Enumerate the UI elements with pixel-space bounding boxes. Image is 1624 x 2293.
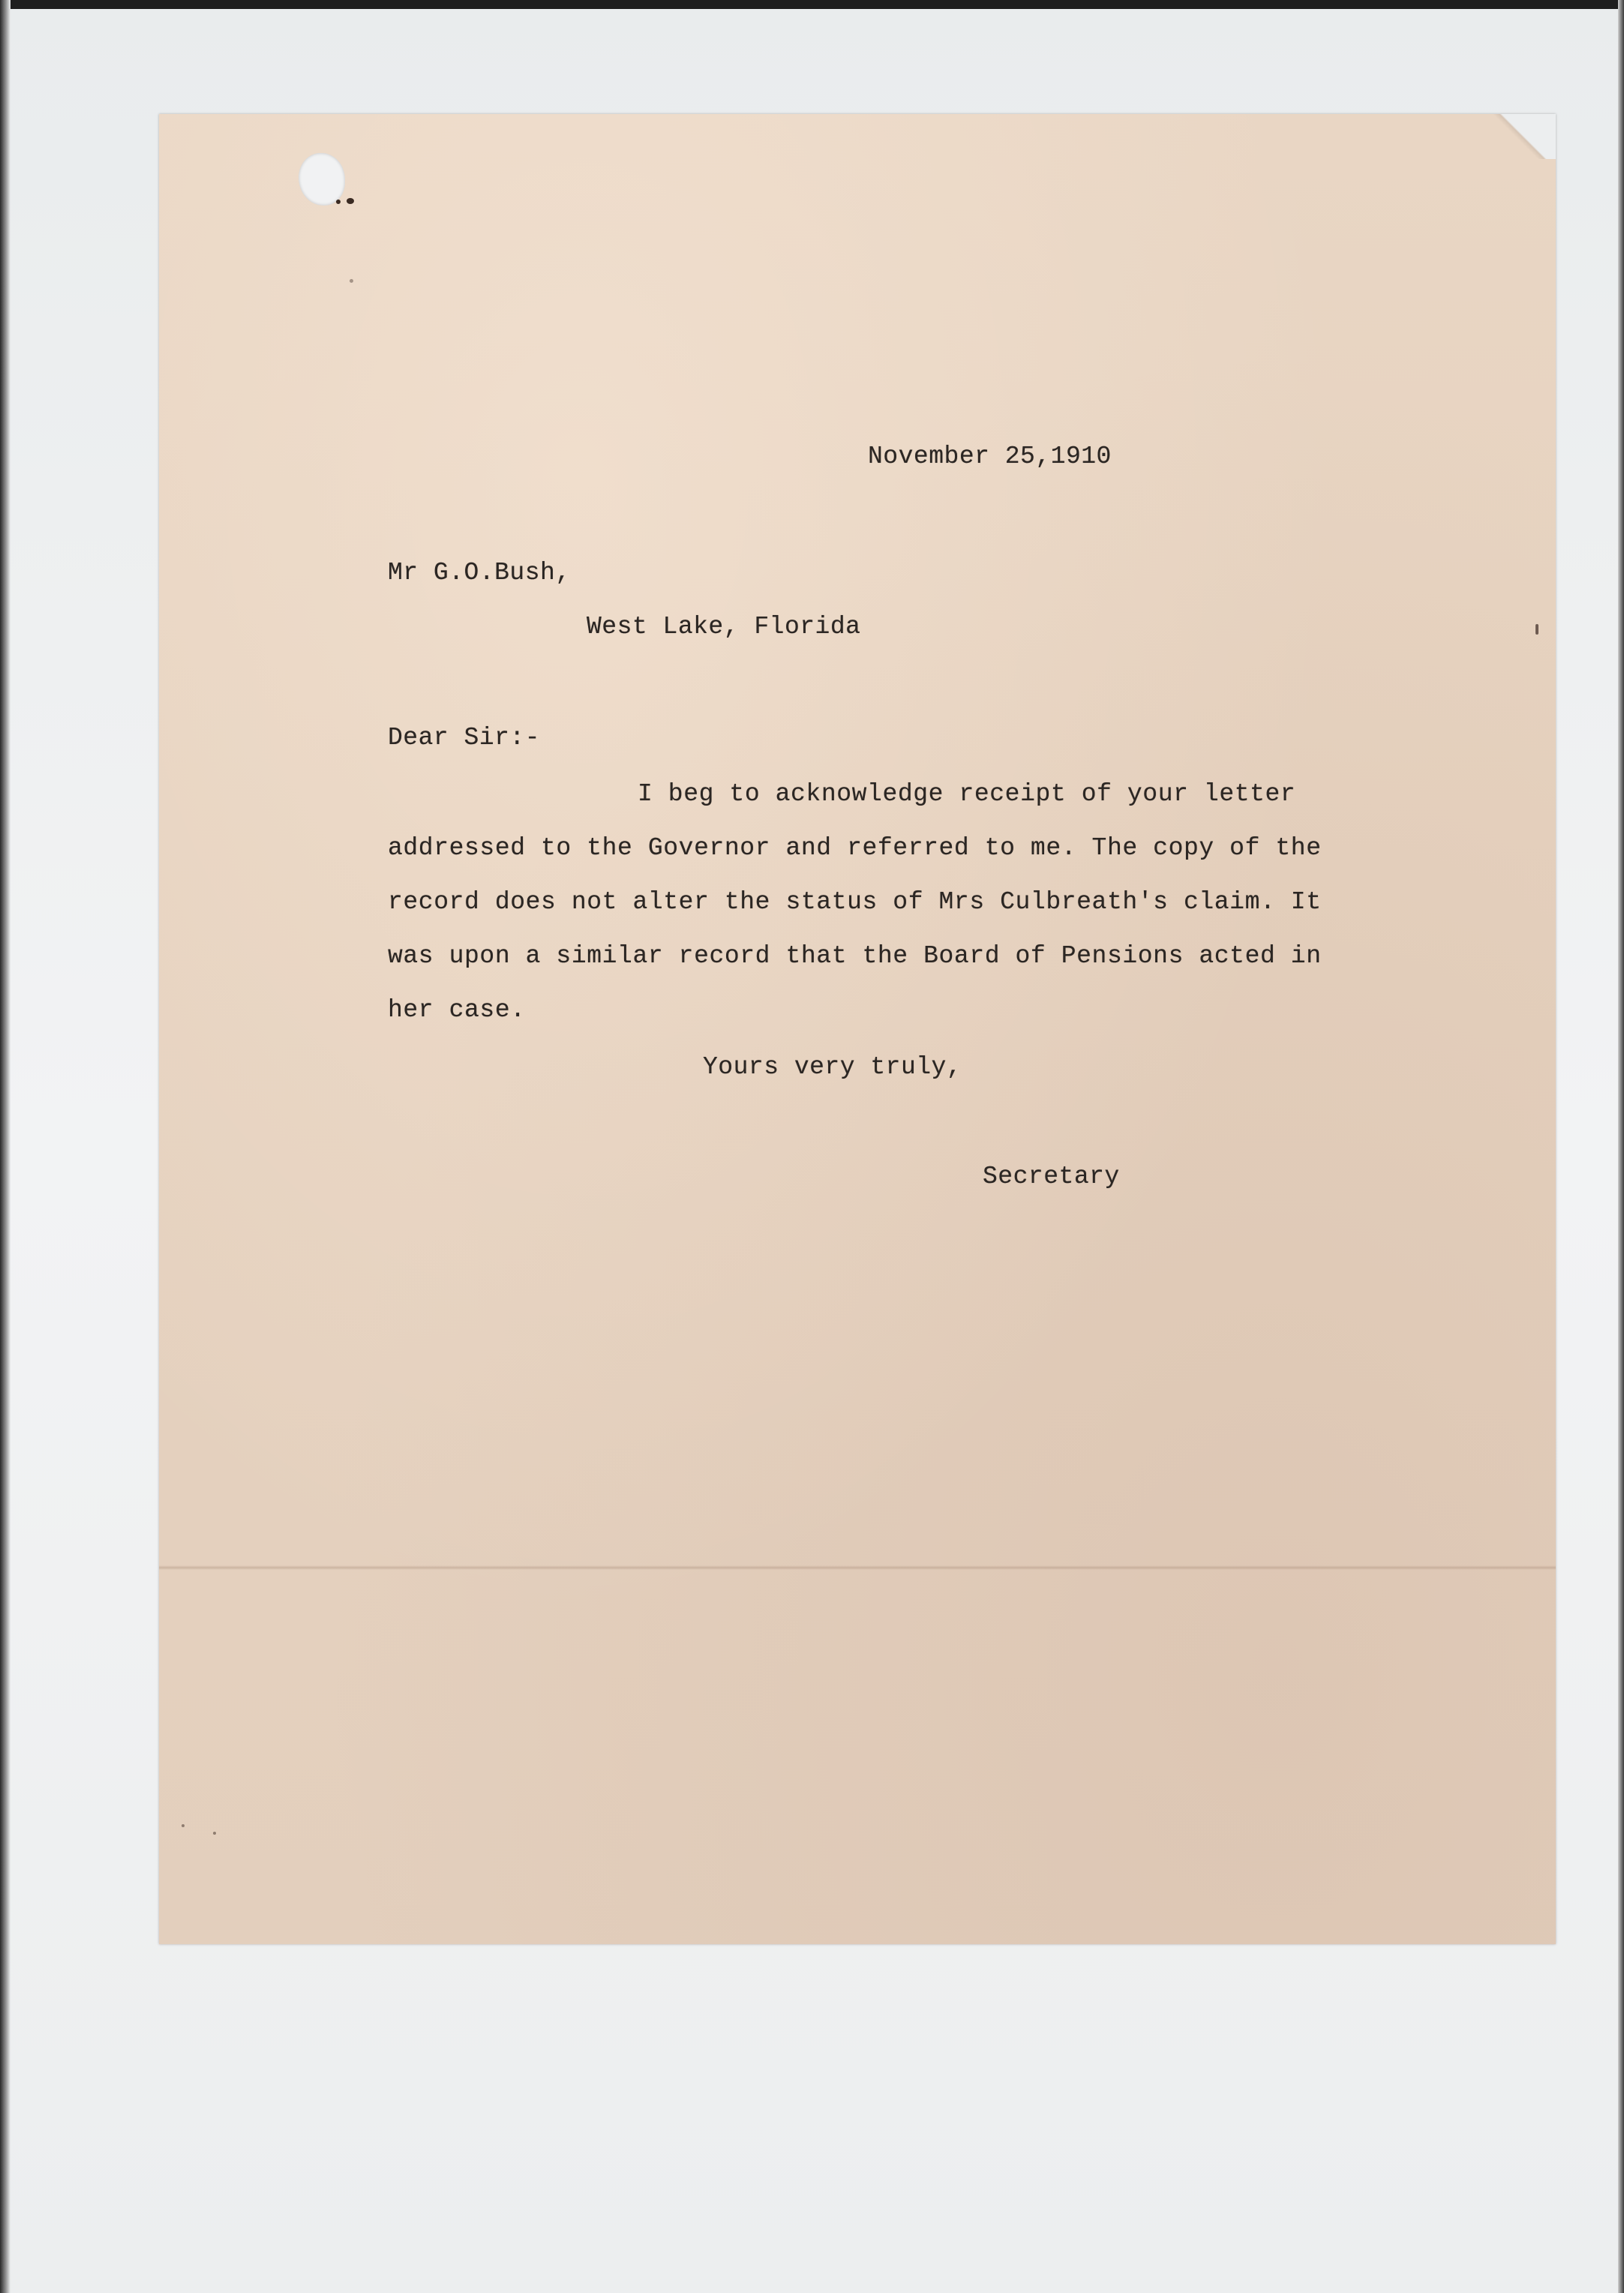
ink-speck bbox=[182, 1824, 185, 1827]
body-line: addressed to the Governor and referred to me. The copy of the bbox=[388, 834, 1322, 862]
letter-page bbox=[159, 114, 1556, 1944]
body-line: her case. bbox=[388, 996, 526, 1024]
ink-speck bbox=[336, 200, 341, 204]
scanner-left-edge bbox=[0, 0, 11, 2293]
folded-corner bbox=[1488, 114, 1556, 159]
ink-speck bbox=[1535, 624, 1538, 635]
body-line: record does not alter the status of Mrs Culbreath's claim. It bbox=[388, 888, 1322, 916]
salutation: Dear Sir:- bbox=[388, 724, 541, 752]
signature-title: Secretary bbox=[983, 1163, 1120, 1190]
closing: Yours very truly, bbox=[703, 1053, 962, 1081]
recipient-address: West Lake, Florida bbox=[587, 613, 861, 641]
body-line: was upon a similar record that the Board of Pensions acted in bbox=[388, 942, 1322, 970]
torn-hole bbox=[299, 153, 345, 206]
ink-speck bbox=[350, 279, 353, 283]
letter-date: November 25,1910 bbox=[868, 443, 1112, 470]
ink-speck bbox=[347, 198, 354, 204]
recipient-name: Mr G.O.Bush, bbox=[388, 559, 571, 587]
scanner-top-edge bbox=[0, 0, 1624, 9]
body-line: I beg to acknowledge receipt of your letter bbox=[638, 780, 1296, 808]
scanner-right-edge bbox=[1618, 0, 1624, 2293]
ink-speck bbox=[213, 1832, 216, 1835]
paper-fold-crease bbox=[159, 1565, 1556, 1570]
